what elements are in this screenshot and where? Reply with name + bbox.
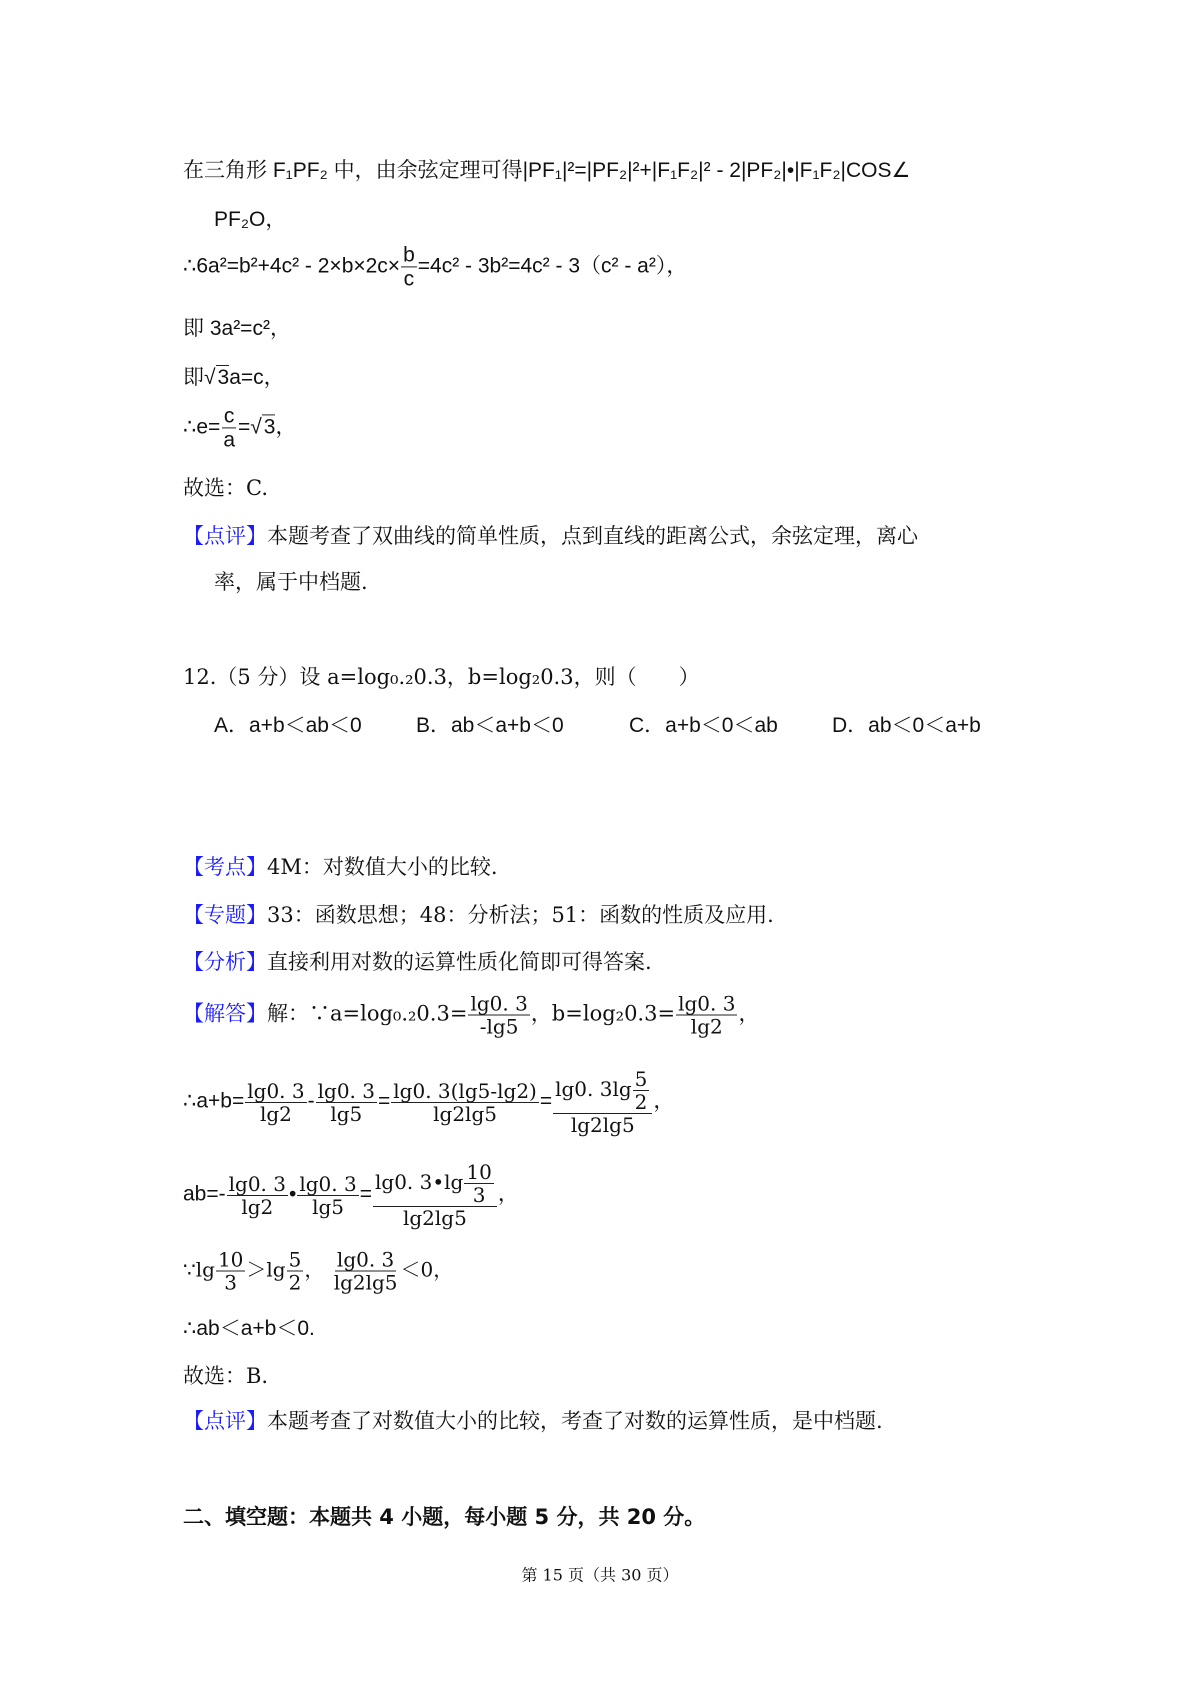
text: ab=- — [183, 1182, 226, 1206]
fraction — [287, 1249, 304, 1294]
numerator: lg0. 3(lg5-lg2) — [393, 1078, 537, 1103]
text: ＜0， — [400, 1257, 454, 1282]
denominator: lg2lg5 — [333, 1270, 398, 1295]
text: ， — [304, 1257, 325, 1282]
tag: 【点评】 — [183, 1409, 267, 1433]
text: lg0. 3lg — [555, 1077, 632, 1101]
tag: 【分析】 — [183, 950, 267, 974]
text: ＞lg — [246, 1257, 286, 1282]
kaodian — [183, 851, 498, 881]
radicand: 3 — [263, 415, 276, 439]
q12-option-b: B．ab＜a+b＜0 — [416, 714, 564, 737]
denominator: lg2 — [241, 1194, 274, 1219]
q11-line4: 即 3a²=c²， — [183, 317, 291, 340]
text: ， — [275, 415, 297, 439]
q12-answer: 故选：B. — [183, 1364, 269, 1388]
fraction — [391, 1080, 539, 1125]
text: =√ — [238, 415, 262, 439]
fraction — [373, 1161, 497, 1229]
text: 本题考查了双曲线的简单性质，点到直线的距离公式，余弦定理，离心 — [267, 524, 918, 548]
text: a=c， — [229, 366, 285, 389]
q12-option-a: A．a+b＜ab＜0 — [214, 714, 362, 737]
numerator: lg0. 3 — [317, 1078, 375, 1103]
q11-line6 — [183, 404, 296, 451]
denominator: c — [403, 267, 415, 291]
tag: 【解答】 — [183, 1001, 267, 1026]
numerator: 10 — [466, 1160, 492, 1184]
fraction — [227, 1173, 288, 1218]
fraction — [221, 404, 237, 451]
fraction — [245, 1080, 306, 1125]
denominator: lg2lg5 — [433, 1101, 497, 1126]
numerator: lg0. 3 — [678, 991, 736, 1016]
sum-line — [183, 1068, 674, 1136]
fraction — [297, 1173, 358, 1218]
q12-option-c: C．a+b＜0＜ab — [629, 714, 778, 737]
numerator: lg0. 3 — [299, 1171, 357, 1196]
q11-answer: 故选：C. — [183, 476, 268, 500]
radicand: 3 — [217, 366, 230, 389]
denominator: 3 — [224, 1270, 238, 1295]
denominator: lg2 — [259, 1101, 292, 1126]
numerator: lg0. 3 — [228, 1171, 286, 1196]
q12-stem: 12.（5 分）设 a=log₀.₂0.3，b=log₂0.3，则（ ） — [183, 665, 700, 689]
q11-line1: 在三角形 F₁PF₂ 中，由余弦定理可得|PF₁|²=|PF₂|²+|F₁F₂|² - 2|PF₂|•|F₁F₂|COS∠ — [183, 159, 911, 182]
denominator: 3 — [472, 1183, 486, 1207]
text: 直接利用对数的运算性质化简即可得答案. — [267, 950, 652, 974]
numerator — [553, 1068, 652, 1114]
text: ∴6a²=b²+4c² - 2×b×2c× — [183, 254, 401, 278]
numerator: lg0. 3 — [336, 1247, 395, 1272]
text: ， — [497, 1182, 519, 1206]
text: 4M：对数值大小的比较. — [267, 855, 498, 879]
conclusion: ∴ab＜a+b＜0. — [183, 1317, 315, 1340]
fraction — [464, 1161, 493, 1206]
text: ， — [653, 1089, 675, 1113]
denominator: a — [223, 428, 235, 452]
q11-line5: 即√3a=c， — [183, 366, 285, 389]
fraction — [332, 1249, 400, 1294]
text: 即 — [183, 366, 204, 389]
fraction — [468, 993, 529, 1038]
tag: 【考点】 — [183, 855, 267, 879]
numerator: lg0. 3 — [247, 1078, 305, 1103]
text: ，b=log₂0.3= — [530, 1001, 676, 1026]
fraction — [553, 1068, 652, 1136]
page-footer: 第 15 页（共 30 页） — [521, 1565, 679, 1585]
denominator: 2 — [634, 1090, 648, 1114]
numerator: 5 — [288, 1247, 302, 1272]
review-tag: 【点评】 — [183, 524, 267, 548]
zhuanti — [183, 899, 774, 929]
text: lg0. 3•lg — [375, 1170, 464, 1194]
denominator: lg2lg5 — [402, 1206, 467, 1230]
text: 解：∵a=log₀.₂0.3= — [267, 1001, 468, 1026]
fraction — [216, 1249, 245, 1294]
text: = — [378, 1089, 391, 1113]
denominator: lg2lg5 — [570, 1113, 635, 1137]
fraction — [676, 993, 737, 1038]
fenxi — [183, 946, 652, 976]
q11-review — [183, 520, 918, 550]
text: = — [539, 1089, 553, 1113]
denominator: lg5 — [330, 1101, 363, 1126]
text: =4c² - 3b²=4c² - 3（c² - a²）， — [417, 254, 688, 278]
denominator: lg2 — [690, 1014, 723, 1039]
numerator: 5 — [634, 1067, 648, 1091]
denominator: lg5 — [312, 1194, 345, 1219]
numerator: c — [223, 404, 235, 428]
text: 本题考查了对数值大小的比较，考查了对数的运算性质，是中档题. — [267, 1409, 883, 1433]
numerator: b — [403, 243, 415, 267]
q11-review-cont: 率，属于中档题. — [214, 570, 368, 594]
q11-line2: PF₂O， — [214, 208, 287, 231]
q12-review — [183, 1405, 883, 1435]
product-line — [183, 1161, 519, 1229]
text: ∵lg — [183, 1257, 215, 1282]
q11-line3 — [183, 243, 687, 290]
section-heading: 二、填空题：本题共 4 小题，每小题 5 分，共 20 分。 — [183, 1505, 706, 1529]
tag: 【专题】 — [183, 903, 267, 927]
numerator: 10 — [217, 1247, 244, 1272]
denominator: -lg5 — [479, 1014, 519, 1039]
numerator — [373, 1161, 497, 1207]
text: = — [359, 1182, 372, 1206]
compare-line — [183, 1249, 453, 1294]
text: ∴a+b= — [183, 1089, 245, 1113]
fraction — [316, 1080, 377, 1125]
text: ， — [738, 1001, 760, 1026]
denominator: 2 — [288, 1270, 302, 1295]
q12-option-d: D．ab＜0＜a+b — [832, 714, 981, 737]
fraction — [401, 243, 417, 290]
text: - — [307, 1089, 315, 1113]
numerator: lg0. 3 — [470, 991, 528, 1016]
text: • — [289, 1182, 297, 1206]
text: 33：函数思想；48：分析法；51：函数的性质及应用. — [267, 903, 774, 927]
jieda — [183, 993, 759, 1038]
text: ∴e= — [183, 415, 221, 439]
fraction — [633, 1068, 650, 1113]
